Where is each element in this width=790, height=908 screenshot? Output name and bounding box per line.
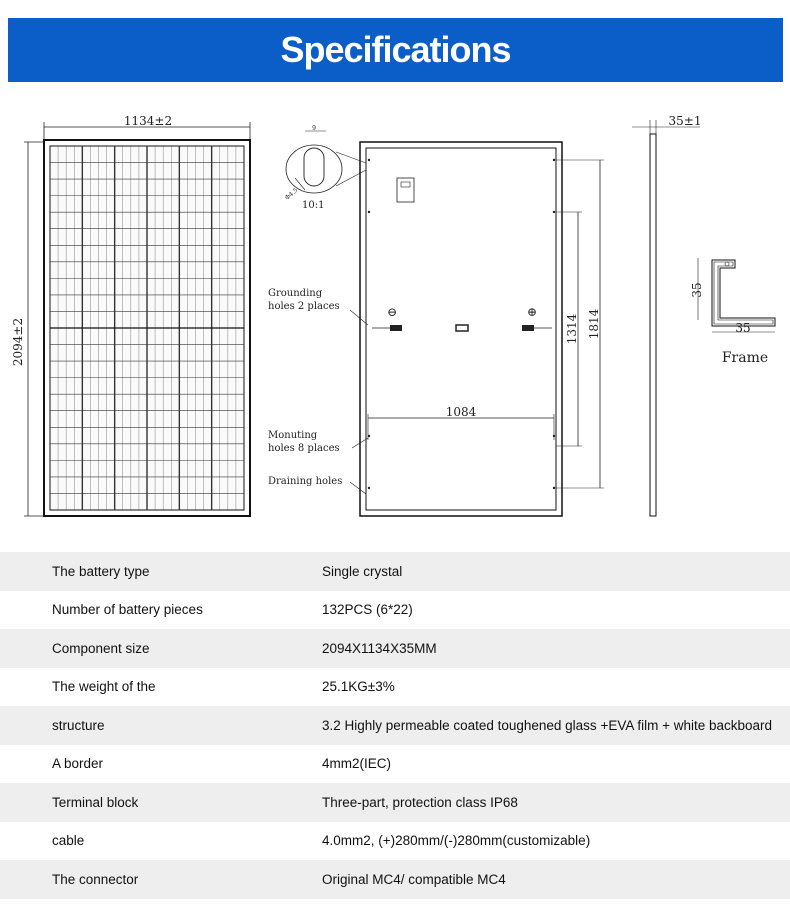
- spec-row: [0, 591, 790, 630]
- spec-label: Component size: [52, 640, 150, 656]
- spec-label: A border: [52, 756, 104, 772]
- side-thickness-dim: 35±1: [668, 114, 702, 128]
- spec-value: 132PCS (6*22): [322, 602, 413, 618]
- spec-value: Single crystal: [322, 563, 403, 579]
- spec-value: 3.2 Highly permeable coated toughened glass +EVA film + white backboard: [322, 717, 773, 733]
- spec-row: [0, 745, 790, 784]
- spec-value: 4mm2(IEC): [322, 756, 392, 772]
- spec-value: Three-part, protection class IP68: [322, 794, 518, 810]
- frame-height-dim: 35: [690, 282, 704, 298]
- spec-row: [0, 860, 790, 899]
- grounding-label-2: holes 2 places: [268, 301, 340, 312]
- hole-detail: [284, 125, 366, 211]
- title-banner: [8, 18, 783, 82]
- front-height-dim: 2094±2: [11, 317, 25, 367]
- spec-label: Number of battery pieces: [52, 602, 203, 618]
- mounting-label-2: holes 8 places: [268, 443, 340, 454]
- detail-top-dim: 9: [312, 125, 316, 132]
- side-view: [632, 114, 701, 516]
- detail-side-dim: Φ4.5: [283, 186, 300, 202]
- back-view: [268, 142, 604, 516]
- minus-symbol: ⊖: [386, 305, 398, 319]
- spec-label: The connector: [52, 871, 139, 887]
- dim-1814: 1814: [587, 308, 601, 340]
- technical-drawing: [0, 100, 790, 540]
- spec-row: [0, 668, 790, 707]
- front-width-dim: 1134±2: [123, 114, 173, 128]
- mounting-label-1: Monuting: [268, 430, 318, 441]
- spec-row: [0, 552, 790, 591]
- spec-label: The weight of the: [52, 679, 156, 695]
- spec-value: 4.0mm2, (+)280mm/(-)280mm(customizable): [322, 833, 591, 849]
- frame-width-dim: 35: [735, 321, 751, 335]
- front-view: [11, 114, 250, 516]
- dim-1084: 1084: [445, 405, 477, 419]
- spec-label: Terminal block: [52, 794, 139, 810]
- spec-label: The battery type: [52, 563, 150, 579]
- detail-scale: 10:1: [302, 200, 325, 211]
- spec-row: [0, 783, 790, 822]
- spec-value: 25.1KG±3%: [322, 679, 395, 695]
- spec-row: [0, 629, 790, 668]
- plus-symbol: ⊕: [526, 305, 538, 319]
- spec-value: 2094X1134X35MM: [322, 640, 437, 656]
- frame-label: Frame: [721, 350, 769, 366]
- spec-label: cable: [52, 833, 85, 849]
- spec-row: [0, 822, 790, 861]
- draining-label: Draining holes: [268, 476, 343, 487]
- frame-profile: [690, 258, 775, 366]
- page-title: Specifications: [280, 29, 511, 70]
- spec-table: [0, 552, 790, 899]
- dim-1314: 1314: [565, 313, 579, 345]
- spec-row: [0, 706, 790, 745]
- grounding-label-1: Grounding: [268, 288, 323, 299]
- spec-value: Original MC4/ compatible MC4: [322, 871, 506, 887]
- spec-label: structure: [52, 717, 105, 733]
